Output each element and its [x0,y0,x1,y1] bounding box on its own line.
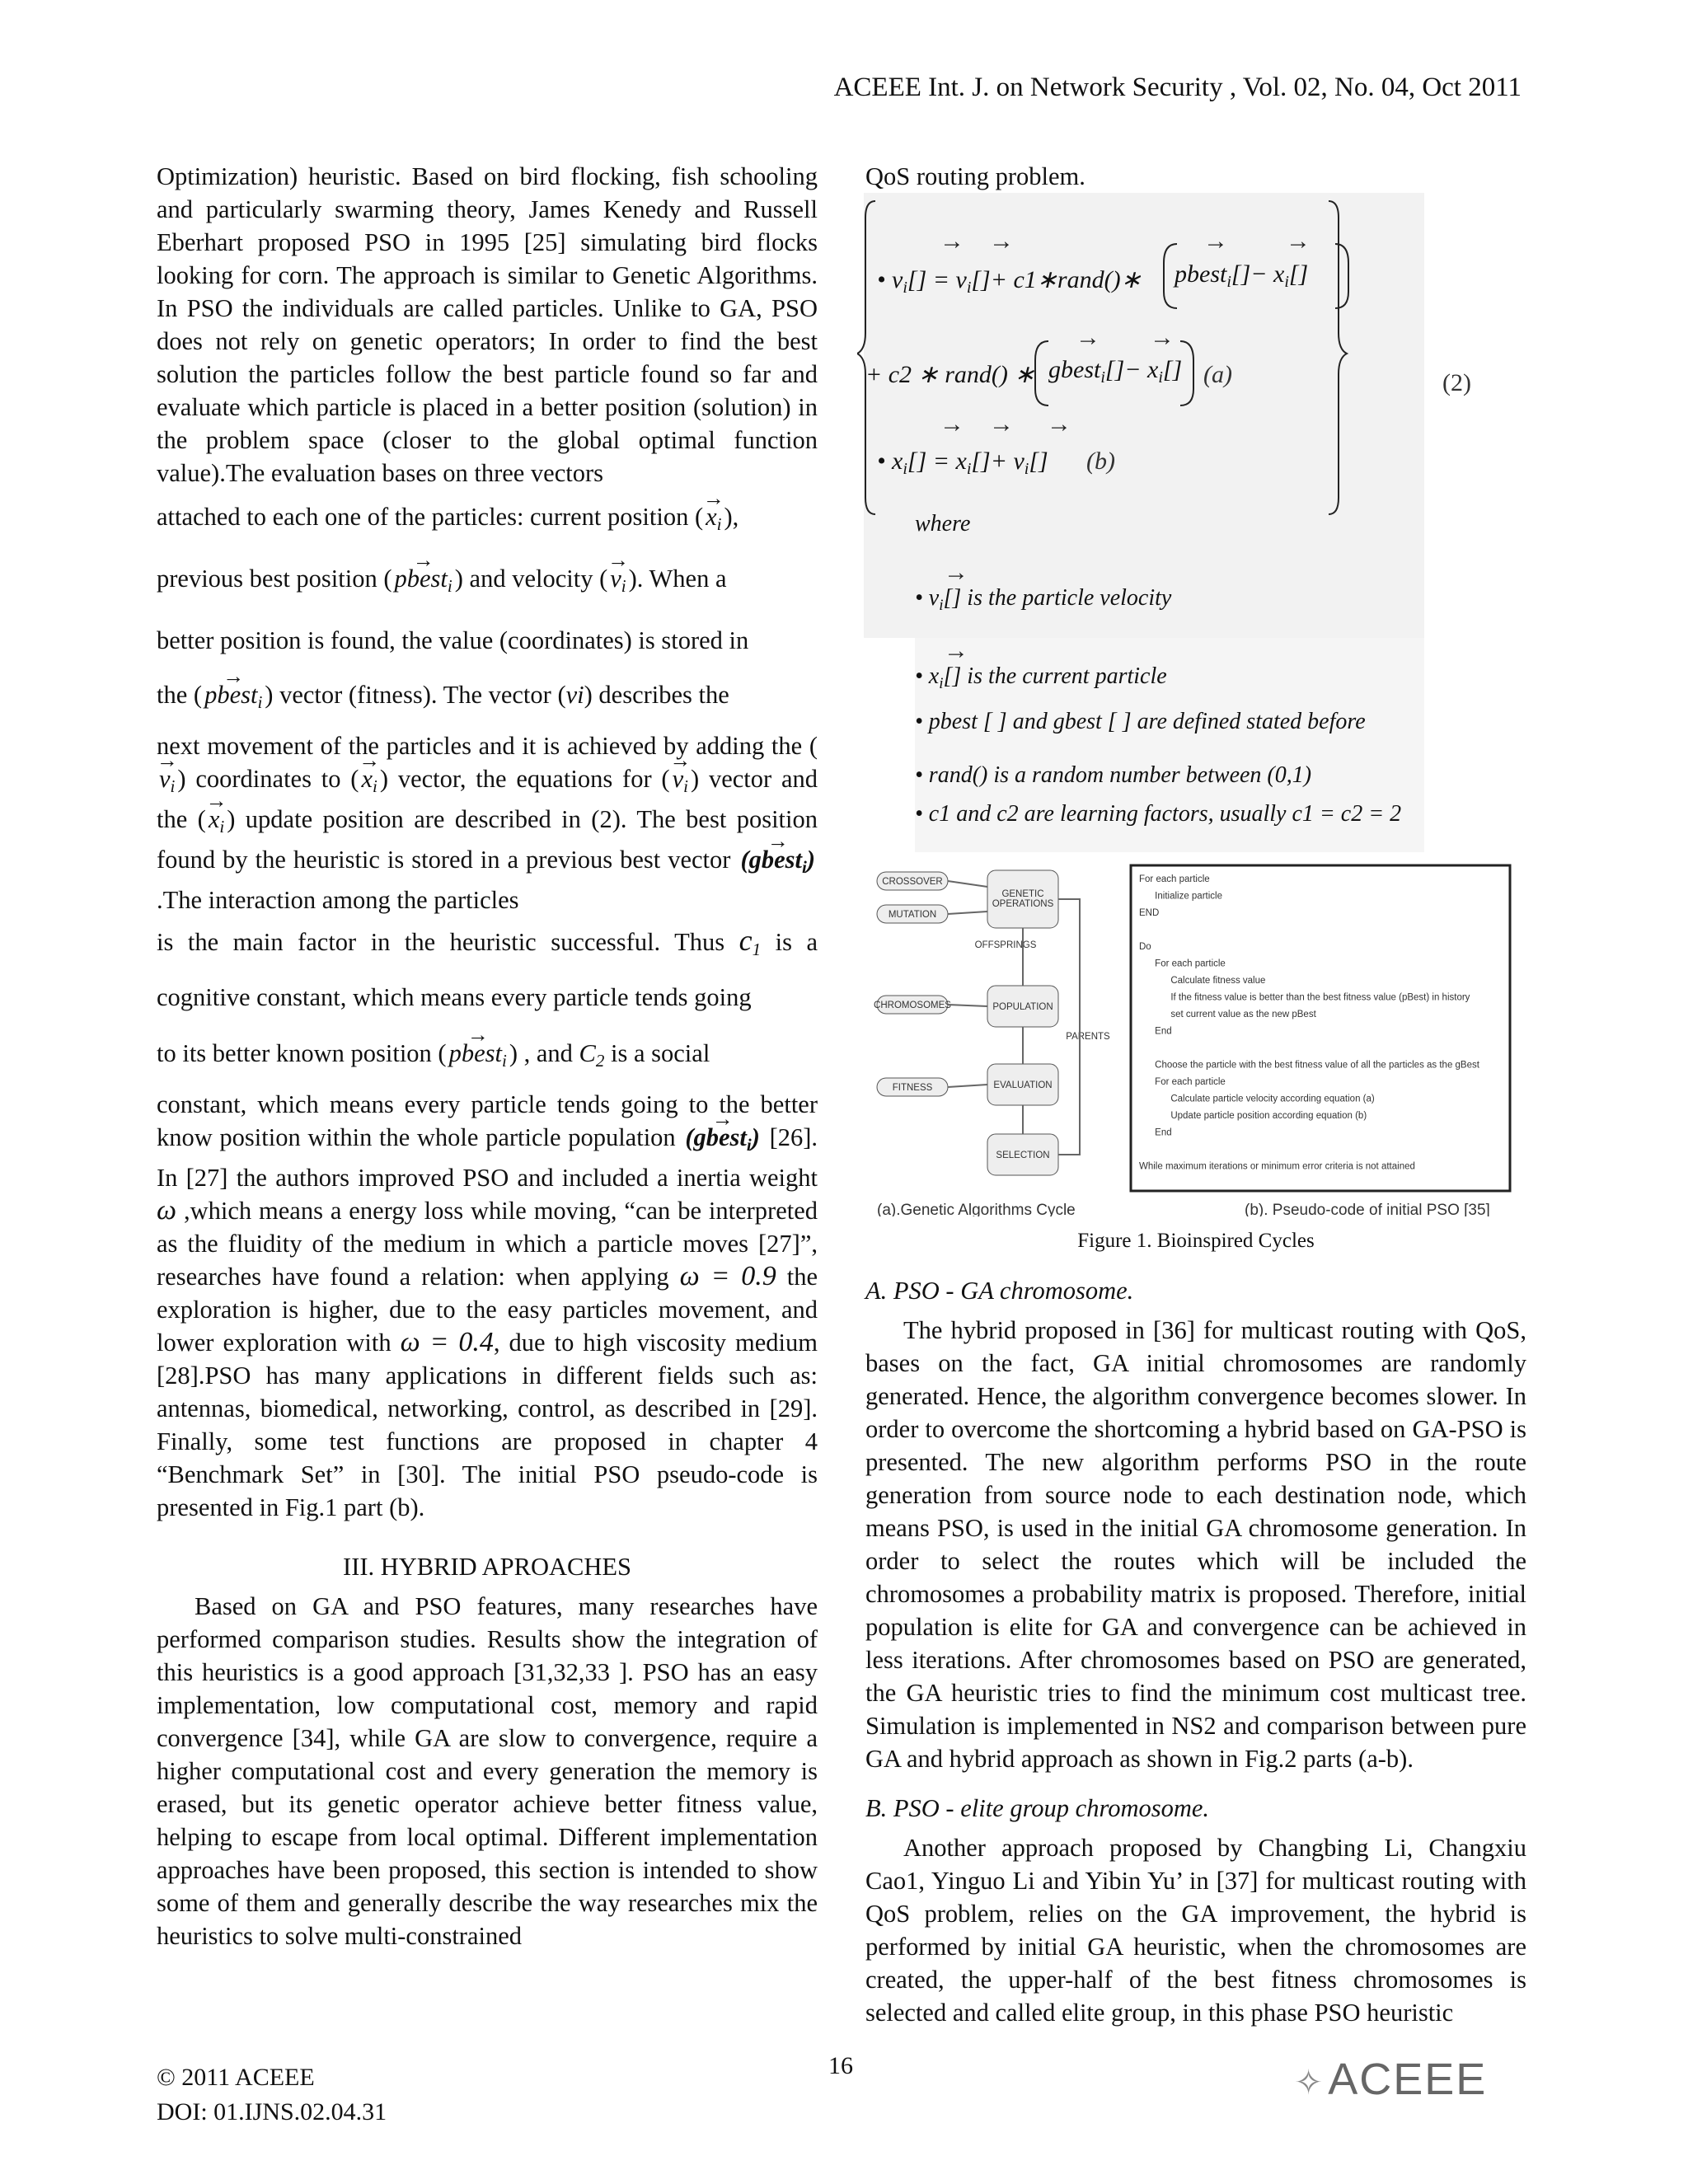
star-icon: ✧ [1294,2063,1325,2102]
svg-text:→: → [1150,324,1175,351]
svg-text:OFFSPRINGS: OFFSPRINGS [974,940,1037,950]
eq-line-2-gbest: gbest$_i$[]− $x_i[]$ [1048,356,1183,387]
where-label: where [915,511,971,537]
subsection-heading: A. PSO - GA chromosome. [865,1277,1134,1305]
vector-pbest: → pbest$_i$ [447,1026,509,1088]
eq-line-3: • $x_i[] = x_i[]+ v_i[]$ [877,448,1048,478]
pseudo-code-line: End [1139,1026,1172,1037]
ga-cycle-diagram [874,870,1110,1175]
svg-text:→: → [944,559,968,586]
eq-label-a: (a) [1203,361,1232,388]
pseudo-code-line: For each particle [1139,958,1226,969]
figure-1-svg [865,862,1541,1216]
svg-text:MUTATION: MUTATION [888,910,937,920]
svg-text:→: → [940,227,964,255]
paragraph: Optimization) heuristic. Based on bird flocking, fish schooling and particularly swarming theory, James Kenedy and Russell Eberhart proposed PSO in 1995 [25] simulating bird flocks looking for corn. The approach is similar to Genetic Algorithms. In PSO the individuals are called particles. Unlike to GA, PSO does not rely on genetic operators; In order to find the best solution the particles follow the best particle found so far and evaluate which particle is placed in a better position (solution) in the problem space (closer to the global optimal function value).The evaluation bases on three vectors [157,162,818,487]
svg-text:OPERATIONS: OPERATIONS [992,899,1054,909]
vector-pbest: → pbest$_i$ [392,551,455,613]
pseudo-code-box [1131,865,1510,1191]
paragraph: The hybrid proposed in [36] for multicast routing with QoS, bases on the fact, GA initial chromosomes are randomly generated. Hence, the algorithm convergence becomes slower. In order to overcome the shortcoming a hybrid based on GA-PSO is presented. The new algorithm performs PSO in the route generation from source node to each destination node, which means PSO, is used in the initial GA chromosome generation. In order to select the routes which will be included the chromosomes a probability matrix is proposed. Therefore, initial population is elite for GA and convergence can be achieved in less iterations. After chromosomes based on PSO are generated, the GA heuristic tries to find the minimum cost multicast tree. Simulation is implemented in NS2 and comparison between pure GA and hybrid approach as shown in Fig.2 parts (a-b). [865,1316,1526,1773]
right-column [865,160,1526,2029]
figure-1 [865,862,1541,1216]
svg-text:POPULATION: POPULATION [992,1002,1053,1012]
svg-text:EVALUATION: EVALUATION [993,1080,1053,1090]
pseudo-code-line: End [1139,1127,1172,1138]
vector-v: → $v_i$ [670,762,691,803]
vector-x: → $x_i$ [206,803,227,843]
svg-text:→: → [1076,324,1100,351]
where-item: • $x_i[]$ is the current particle [915,663,1167,692]
svg-text:→: → [1047,410,1071,438]
svg-text:CHROMOSOMES: CHROMOSOMES [874,1001,951,1010]
eq-label-b: (b) [1086,448,1115,475]
vector-gbest: → (gbest$_i$) [682,1121,762,1161]
paragraph: next movement of the particles and it is achieved by adding the (→ $v_i$) coordinates to (→ $x_i$) vector, the equations for (→ $v_i$) vector and the (→ $x_i$) update position are described in (2). The best position found by the heuristic is stored in a previous best vector → (gbest$_i$) .The interaction among the particles [157,729,818,916]
footer [157,2060,387,2130]
svg-text:CROSSOVER: CROSSOVER [882,877,943,887]
pseudo-code-line: For each particle [1139,874,1210,884]
pseudo-code-line: Initialize particle [1139,891,1222,902]
vector-pbest: → pbest$_i$ [202,668,265,729]
where-item: • c1 and c2 are learning factors, usually c1 = c2 = 2 [915,801,1402,827]
where-item: • pbest [ ] and gbest [ ] are defined stated before [915,709,1366,734]
pseudo-code-line: Choose the particle with the best fitness value of all the particles as the gBest [1139,1060,1479,1071]
running-header: ACEEE Int. J. on Network Security , Vol. 02, No. 04, Oct 2011 [833,73,1522,102]
pseudo-code-line: For each particle [1139,1077,1226,1087]
vector-v: → $v_i$ [157,762,177,803]
vector-gbest: → (gbest$_i$) [738,843,818,883]
paragraph: Another approach proposed by Changbing Li, Changxiu Cao1, Yinguo Li and Yibin Yu’ in [37] for multicast routing with QoS problem, relies on the GA improvement, the hybrid is performed by initial GA heuristic, when the chromosomes are created, the upper-half of the best fitness chromosomes is selected and called elite group, in this phase PSO heuristic [865,1834,1526,2027]
svg-text:FITNESS: FITNESS [892,1083,933,1093]
equation-number: (2) [1442,369,1471,396]
vector-x: → $x_i$ [359,762,379,803]
subsection-heading: B. PSO - elite group chromosome. [865,1794,1210,1822]
eq-line-2: + c2 ∗ rand() ∗ [865,361,1035,388]
equation-svg [857,193,1533,852]
svg-text:PARENTS: PARENTS [1066,1032,1110,1042]
paragraph: Based on GA and PSO features, many researches have performed comparison studies. Results show the integration of this heuristics is a good approach [31,32,33 ]. PSO has an easy implementation, low computational cost, memory and rapid convergence [34], while GA are slow to convergence, require a higher computational cost and every generation the memory is erased, but its genetic operator achieve better fitness value, helping to escape from local optimal. Different implementation approaches have been proposed, this section is intended to show some of them and generally describe the way researches mix the heuristics to solve multi-constrained [157,1592,818,1950]
copyright: © 2011 ACEEE [157,2064,315,2091]
paragraph-line: is the main factor in the heuristic successful. Thus $c_1$ is a cognitive constant, which means every particle tends going [157,924,818,1011]
subcaption-b: (b). Pseudo-code of initial PSO [35] [1245,1202,1490,1216]
svg-text:→: → [989,227,1014,255]
paragraph-line: previous best position (→ pbest$_i$) and velocity (→ $v_i$). When a [157,551,818,613]
vector-x: → $x_i$ [703,490,724,551]
paragraph-line: to its better known position (→ pbest$_i$) , and $C_2$ is a social [157,1026,818,1088]
eq-line-1: • $v_i[] = v_i[]+$ c1∗rand()∗ [877,266,1142,297]
equation-image [857,193,1533,852]
paragraph-line: attached to each one of the particles: current position (→ $x_i$), [157,490,818,551]
pseudo-code-line: Do [1139,942,1151,952]
section-heading: III. HYBRID APROACHES [343,1553,631,1581]
subcaption-a: (a).Genetic Algorithms Cycle [877,1202,1076,1216]
svg-text:→: → [1203,227,1228,255]
svg-text:SELECTION: SELECTION [996,1151,1050,1160]
paragraph-line: better position is found, the value (coordinates) is stored in [157,626,749,654]
left-column [157,160,818,1952]
pseudo-code-line: While maximum iterations or minimum error criteria is not attained [1139,1161,1415,1172]
svg-text:→: → [944,637,968,664]
doi: DOI: 01.IJNS.02.04.31 [157,2098,387,2125]
paragraph-line: the (→ pbest$_i$) vector (fitness). The vector (vi) describes the [157,668,818,729]
pseudo-code-line: Calculate particle velocity according equation (a) [1139,1094,1375,1104]
svg-text:→: → [989,410,1014,438]
paragraph: constant, which means every particle tends going to the better know position within the whole particle population → (gbest$_i$) [26]. In [27] the authors improved PSO and included a inertia weight ω ,which means a energy loss while moving, “can be interpreted as the fluidity of the medium in which a particle moves [27]”, researches have found a relation: when applying ω = 0.9 the exploration is higher, due to the easy particles movement, and lower exploration with ω = 0.4, due to high viscosity medium [28].PSO has many applications in different fields such as: antennas, biomedical, networking, control, as described in [29]. Finally, some test functions are proposed in chapter 4 “Benchmark Set” in [30]. The initial PSO pseudo-code is presented in Fig.1 part (b). [157,1088,818,1524]
paragraph: QoS routing problem. [865,162,1085,190]
svg-text:→: → [1286,227,1311,255]
eq-line-1-pbest: pbest$_i$[]− $x_i[]$ [1175,260,1309,291]
where-item: • rand() is a random number between (0,1) [915,762,1312,788]
svg-text:→: → [940,410,964,438]
pseudo-code-line: Calculate fitness value [1139,976,1266,986]
figure-caption: Figure 1. Bioinspired Cycles [1077,1230,1315,1252]
vector-v: → $v_i$ [607,551,628,613]
pseudo-code-line: Update particle position according equation (b) [1139,1111,1367,1121]
page-number: 16 [828,2052,853,2079]
where-item: • $v_i[]$ is the particle velocity [915,585,1172,614]
pseudo-code-line: END [1139,908,1160,918]
aceee-logo: ✧ACEEE [1294,2055,1488,2104]
pseudo-code-line: set current value as the new pBest [1139,1010,1316,1019]
svg-text:GENETIC: GENETIC [1001,889,1044,899]
pseudo-code-line: If the fitness value is better than the best fitness value (pBest) in history [1139,992,1470,1003]
